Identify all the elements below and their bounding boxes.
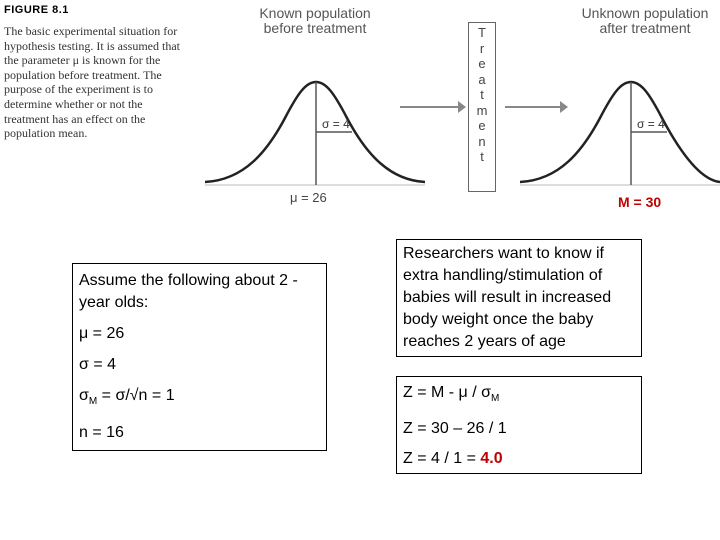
treatment-letter: e bbox=[478, 118, 486, 133]
treatment-letter: a bbox=[478, 71, 486, 87]
arrow-out-of-treatment-icon bbox=[505, 101, 568, 113]
arrow-into-treatment-icon bbox=[400, 101, 466, 113]
unknown-title-line-2: after treatment bbox=[599, 20, 691, 36]
figure-label: FIGURE 8.1 bbox=[4, 4, 69, 16]
figure-8-1 bbox=[0, 0, 720, 215]
treatment-letter: m bbox=[476, 102, 488, 118]
z-step-2 bbox=[403, 448, 635, 470]
treatment-letter: t bbox=[480, 149, 484, 164]
z-step-2-text: Z = 4 / 1 = bbox=[403, 450, 481, 468]
z-formula bbox=[403, 382, 635, 410]
treatment-letter: n bbox=[478, 133, 486, 149]
sigma-m-subscript: M bbox=[88, 396, 98, 408]
z-step-1: Z = 30 – 26 / 1 bbox=[403, 420, 507, 438]
sigma-m-symbol: σ bbox=[79, 387, 89, 404]
z-calculation-box bbox=[396, 376, 642, 474]
unknown-title-line-1: Unknown population bbox=[581, 5, 709, 21]
known-distribution-curve bbox=[205, 82, 425, 182]
sample-mean-label: M = 30 bbox=[618, 194, 662, 210]
z-formula-subscript: M bbox=[490, 393, 500, 405]
treatment-letter: r bbox=[479, 40, 485, 56]
sigma-right-label: σ = 4 bbox=[637, 117, 665, 131]
z-formula-text: Z = M - μ / σ bbox=[403, 384, 491, 401]
z-result: 4.0 bbox=[480, 450, 503, 468]
assumptions-box bbox=[72, 263, 327, 451]
assumption-n: n = 16 bbox=[79, 424, 124, 442]
treatment-letter: t bbox=[480, 87, 484, 102]
sigma-m-formula: = σ/√n = 1 bbox=[97, 387, 175, 404]
unknown-distribution-curve bbox=[520, 82, 720, 182]
distribution-curves bbox=[0, 0, 720, 215]
known-title-line-2: before treatment bbox=[263, 20, 367, 36]
known-title-line-1: Known population bbox=[259, 5, 371, 21]
assumption-sigma-m bbox=[79, 385, 320, 413]
assumption-mu: μ = 26 bbox=[79, 325, 125, 342]
treatment-letter: e bbox=[478, 56, 486, 71]
treatment-box bbox=[468, 22, 496, 192]
assumption-sigma: σ = 4 bbox=[79, 356, 117, 373]
mu-label: μ = 26 bbox=[290, 190, 327, 205]
treatment-letter: T bbox=[478, 25, 486, 40]
research-question-box bbox=[396, 239, 642, 357]
figure-caption: The basic experimental situation for hypothesis testing. It is assumed that the parameter μ is known for the population before treatment. The purpose of the experiment is to determine whether or not the treatment has an effect on the population mean. bbox=[4, 24, 180, 141]
assumption-intro: Assume the following about 2 -year olds: bbox=[79, 272, 298, 311]
research-question-text: Researchers want to know if extra handling/stimulation of babies will result in increased body weight once the baby reaches 2 years of age bbox=[403, 245, 612, 350]
sigma-left-label: σ = 4 bbox=[322, 117, 350, 131]
